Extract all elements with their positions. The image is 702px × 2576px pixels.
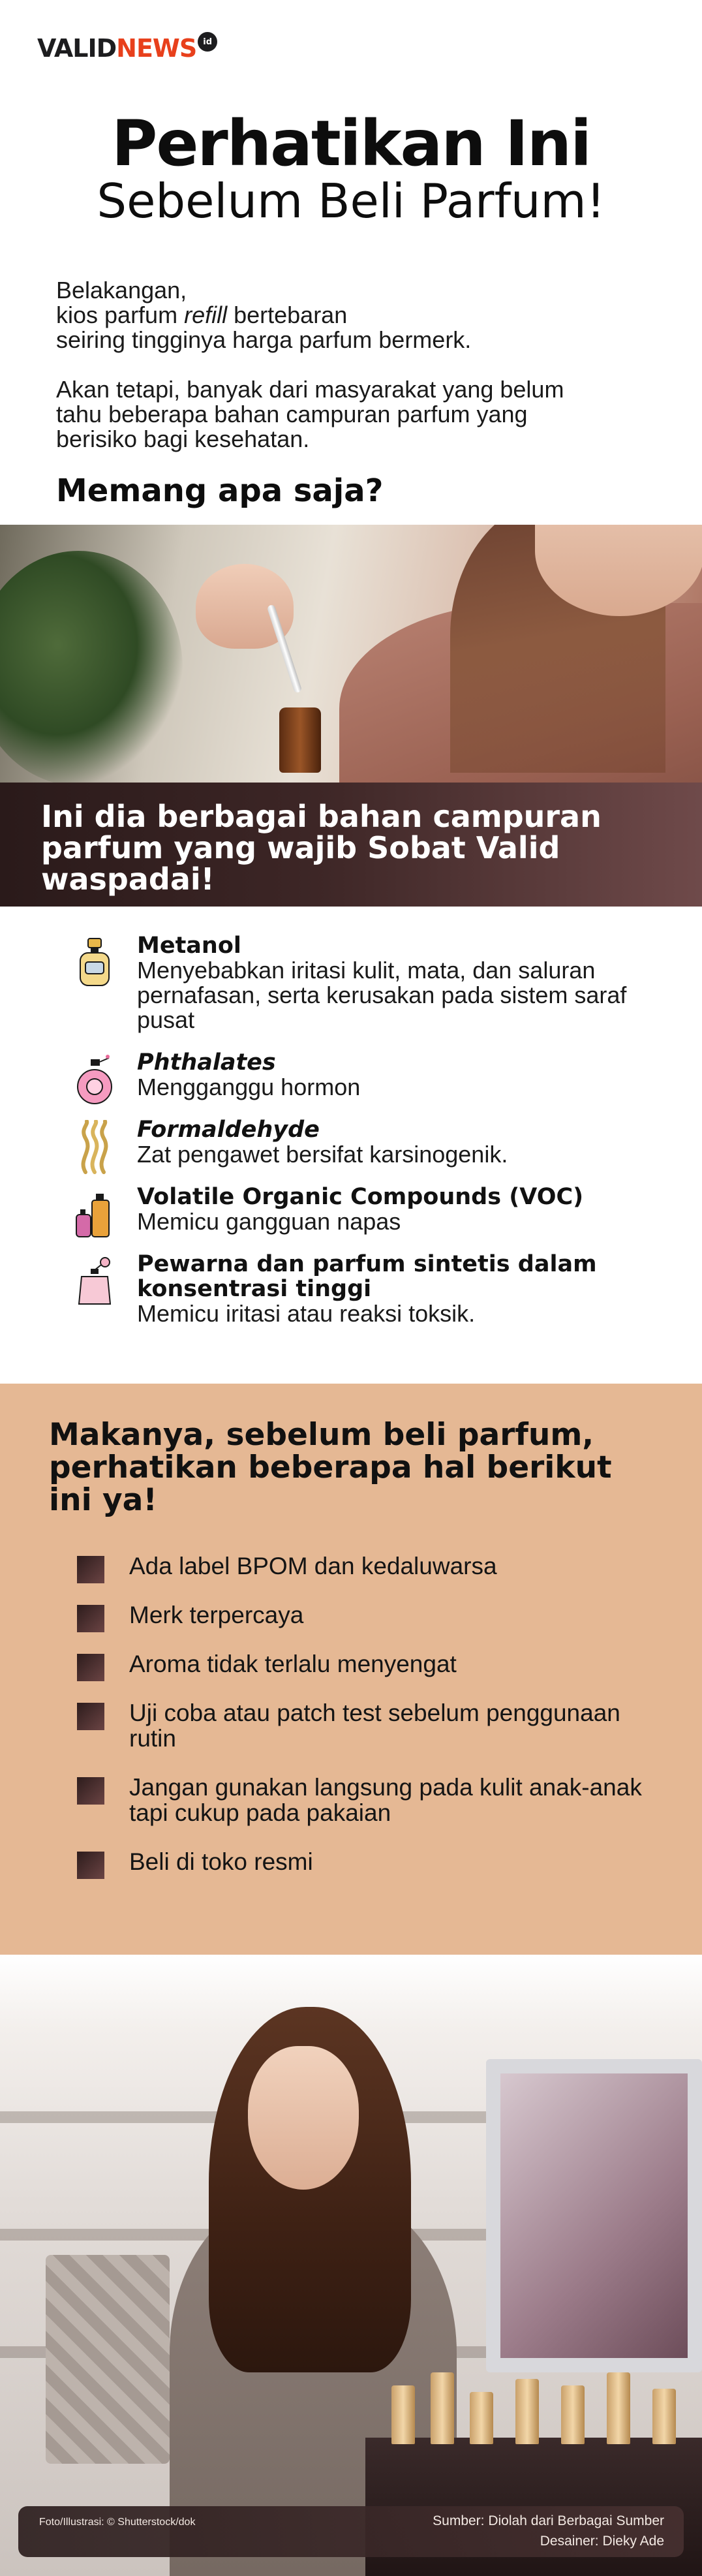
ingredient-name: Pewarna dan parfum sintetis dalam konsentrasi tinggi xyxy=(137,1251,597,1302)
ingredient-name: Formaldehyde xyxy=(137,1117,320,1143)
face-shape xyxy=(248,2046,359,2190)
perfume-set-icon xyxy=(75,1187,114,1242)
atomizer-icon xyxy=(75,1254,114,1309)
perfume-bottle-shape xyxy=(561,2385,585,2444)
hero-photo-dropper xyxy=(0,525,702,783)
ingredient-name: Volatile Organic Compounds (VOC) xyxy=(137,1184,584,1210)
intro-p1-line3: seiring tingginya harga parfum bermerk. xyxy=(56,326,472,353)
tip-text: Merk terpercaya xyxy=(129,1602,304,1628)
perfume-bottle-shape xyxy=(431,2372,454,2444)
logo-main-text: VALID xyxy=(37,34,117,63)
fumes-icon xyxy=(75,1120,114,1175)
perfume-bottle-shape xyxy=(515,2379,539,2444)
logo-badge: id xyxy=(198,32,217,52)
ingredient-item xyxy=(75,933,662,1032)
page-title-line1: Perhatikan Ini xyxy=(111,107,591,180)
intro-p1-line2-post: bertebaran xyxy=(227,302,348,328)
bullet-square xyxy=(77,1703,104,1730)
tip-item xyxy=(77,1553,651,1579)
tips-section xyxy=(0,1384,702,1955)
ingredients-banner xyxy=(0,783,702,907)
validnews-logo[interactable] xyxy=(37,34,217,63)
tip-item xyxy=(77,1700,651,1751)
bullet-square xyxy=(77,1605,104,1632)
logo-accent-text: NEWS xyxy=(116,34,197,63)
intro-paragraph-2 xyxy=(56,377,669,452)
perfume-bottle-shape xyxy=(607,2372,630,2444)
intro-paragraph-1 xyxy=(56,278,669,352)
perfume-bottle-shape xyxy=(470,2392,493,2444)
designer-text: Desainer: Dieky Ade xyxy=(540,2534,664,2549)
photo-credit: Foto/Illustrasi: © Shutterstock/dok xyxy=(39,2517,196,2528)
intro-p2-line3: berisiko bagi kesehatan. xyxy=(56,426,310,452)
ingredient-item xyxy=(75,1050,662,1100)
banner-text: Ini dia berbagai bahan campuran parfum yang wajib Sobat Valid waspadai! xyxy=(41,799,602,897)
ingredient-desc: Memicu gangguan napas xyxy=(137,1208,401,1235)
tips-heading: Makanya, sebelum beli parfum, perhatikan beberapa hal berikut ini ya! xyxy=(49,1417,612,1518)
source-text: Sumber: Diolah dari Berbagai Sumber xyxy=(433,2513,664,2528)
section-question: Memang apa saja? xyxy=(56,473,384,509)
tip-item xyxy=(77,1775,651,1825)
perfume-bottle-shape xyxy=(652,2389,676,2444)
bullet-square xyxy=(77,1777,104,1805)
ingredient-item xyxy=(75,1252,662,1326)
dropper-bottle-shape xyxy=(279,707,321,773)
bullet-square xyxy=(77,1852,104,1879)
intro-text xyxy=(56,278,669,476)
tip-text: Beli di toko resmi xyxy=(129,1848,313,1875)
intro-p2-line1: Akan tetapi, banyak dari masyarakat yang belum xyxy=(56,376,564,403)
tip-text: Uji coba atau patch test sebelum penggunaan rutin xyxy=(129,1699,620,1752)
page-title-line2: Sebelum Beli Parfum! xyxy=(97,174,605,228)
bullet-square xyxy=(77,1556,104,1583)
bullet-square xyxy=(77,1654,104,1681)
perfume-bottle-shape xyxy=(391,2385,415,2444)
shopping-bag-shape xyxy=(46,2255,170,2464)
tip-text: Jangan gunakan langsung pada kulit anak-anak tapi cukup pada pakaian xyxy=(129,1774,642,1826)
intro-p1-line2-pre: kios parfum xyxy=(56,302,185,328)
tip-text: Ada label BPOM dan kedaluwarsa xyxy=(129,1553,497,1579)
ingredient-desc: Mengganggu hormon xyxy=(137,1074,361,1100)
intro-p1-line1: Belakangan, xyxy=(56,277,187,303)
ingredients-list xyxy=(75,933,662,1344)
ingredient-item xyxy=(75,1185,662,1234)
mirror-shape xyxy=(486,2059,702,2372)
tip-item xyxy=(77,1849,651,1874)
ingredient-desc: Menyebabkan iritasi kulit, mata, dan saluran pernafasan, serta kerusakan pada sistem saraf pusat xyxy=(137,957,627,1033)
perfume-bottle-icon xyxy=(75,936,114,991)
ingredient-desc: Memicu iritasi atau reaksi toksik. xyxy=(137,1300,476,1327)
ingredient-name: Phthalates xyxy=(137,1049,276,1076)
footer-bar xyxy=(18,2506,684,2557)
intro-p2-line2: tahu beberapa bahan campuran parfum yang xyxy=(56,401,528,427)
tip-item xyxy=(77,1651,651,1677)
tips-list xyxy=(77,1553,651,1898)
plant-shape xyxy=(0,551,183,783)
tip-text: Aroma tidak terlalu menyengat xyxy=(129,1651,457,1677)
ingredient-name: Metanol xyxy=(137,933,241,959)
ingredient-desc: Zat pengawet bersifat karsinogenik. xyxy=(137,1141,508,1168)
ingredient-item xyxy=(75,1117,662,1167)
tip-item xyxy=(77,1602,651,1628)
intro-p1-line2-em: refill xyxy=(184,302,228,328)
hero-photo-shopping xyxy=(0,1955,702,2576)
perfume-spray-icon xyxy=(75,1053,114,1108)
